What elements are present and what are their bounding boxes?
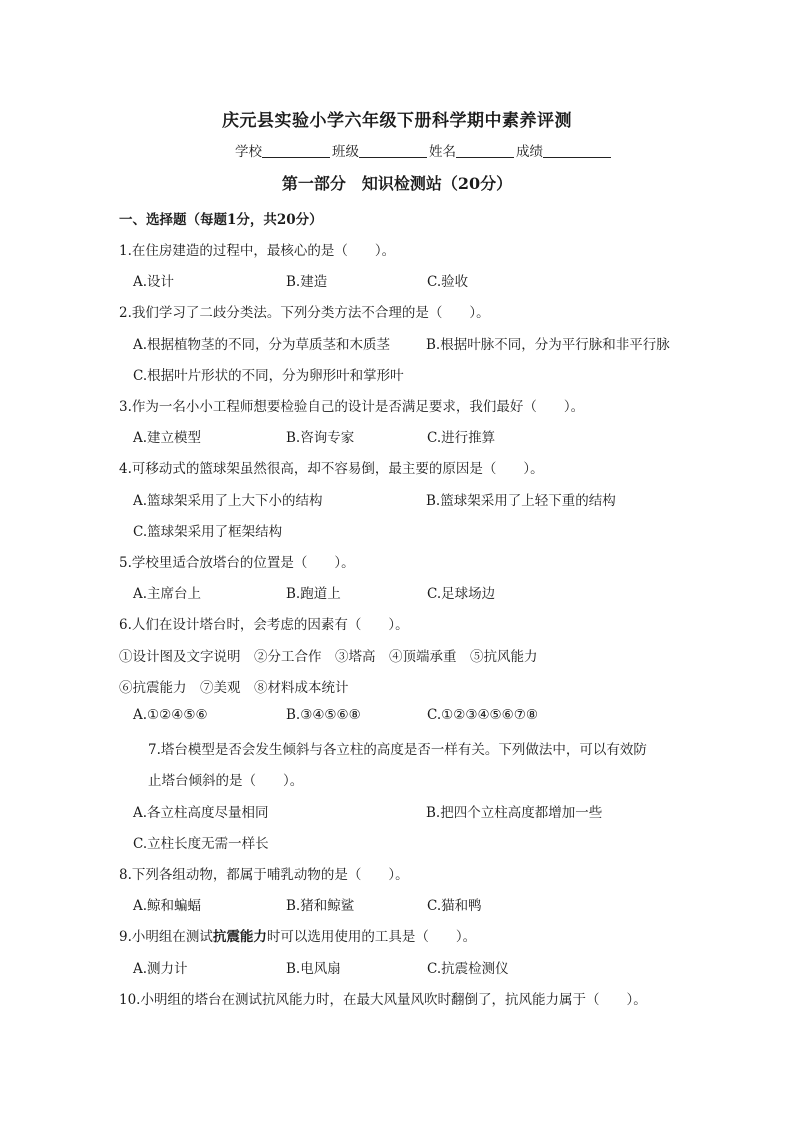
- q4-option-b: B.篮球架采用了上轻下重的结构: [426, 493, 616, 509]
- part-title: 第一部分 知识检测站（20分）: [281, 174, 513, 193]
- q4-stem: 4.可移动式的篮球架虽然很高，却不容易倒，最主要的原因是（ ）。: [119, 461, 544, 477]
- q5-option-a: A.主席台上: [133, 586, 202, 602]
- q6-stem: 6.人们在设计塔台时，会考虑的因素有（ ）。: [119, 617, 409, 633]
- q8-option-a: A.鲸和蝙蝠: [133, 898, 202, 914]
- q5-option-b: B.跑道上: [286, 586, 341, 602]
- q7-option-a: A.各立柱高度尽量相同: [133, 805, 269, 821]
- q6-factors-line1: ①设计图及文字说明 ②分工合作 ③塔高 ④顶端承重 ⑤抗风能力: [119, 649, 538, 665]
- q4-option-a: A.篮球架采用了上大下小的结构: [133, 493, 323, 509]
- q3-option-a: A.建立模型: [133, 430, 202, 446]
- score-blank: [543, 143, 611, 158]
- q1-option-b: B.建造: [286, 274, 328, 290]
- q7-option-c: C.立柱长度无需一样长: [133, 836, 269, 852]
- q5-option-c: C.足球场边: [427, 586, 496, 602]
- section-heading: 一、选择题（每题1分，共20分）: [119, 212, 323, 228]
- q9-stem-pre: 9.小明组在测试: [119, 929, 213, 945]
- q3-option-c: C.进行推算: [427, 430, 496, 446]
- q2-stem: 2.我们学习了二歧分类法。下列分类方法不合理的是（ ）。: [119, 305, 490, 321]
- exam-title: 庆元县实验小学六年级下册科学期中素养评测: [222, 111, 572, 131]
- student-info-line: [235, 140, 613, 160]
- q1-option-a: A.设计: [133, 274, 175, 290]
- class-label: 班级: [332, 144, 359, 160]
- q1-stem: 1.在住房建造的过程中，最核心的是（ ）。: [119, 243, 396, 259]
- q9-option-c: C.抗震检测仪: [427, 961, 509, 977]
- q6-option-a: A.①②④⑤⑥: [133, 707, 208, 723]
- q9-stem-post: 时可以选用使用的工具是（ ）。: [266, 929, 477, 945]
- q6-option-b: B.③④⑤⑥⑧: [286, 707, 361, 723]
- class-blank: [359, 143, 427, 158]
- q2-option-c: C.根据叶片形状的不同，分为卵形叶和掌形叶: [133, 368, 404, 384]
- q7-stem-line2: 止塔台倾斜的是（ ）。: [148, 773, 304, 789]
- q3-option-b: B.咨询专家: [286, 430, 355, 446]
- q2-option-a: A.根据植物茎的不同，分为草质茎和木质茎: [133, 337, 391, 353]
- q4-option-c: C.篮球架采用了框架结构: [133, 524, 283, 540]
- q10-stem: 10.小明组的塔台在测试抗风能力时，在最大风量风吹时翻倒了，抗风能力属于（ ）。: [119, 992, 647, 1008]
- q2-option-b: B.根据叶脉不同，分为平行脉和非平行脉: [426, 337, 670, 353]
- school-blank: [262, 143, 330, 158]
- q1-option-c: C.验收: [427, 274, 469, 290]
- name-blank: [456, 143, 514, 158]
- q7-option-b: B.把四个立柱高度都增加一些: [426, 805, 603, 821]
- q7-stem-line1: 7.塔台模型是否会发生倾斜与各立柱的高度是否一样有关。下列做法中，可以有效防: [148, 742, 647, 758]
- school-label: 学校: [235, 144, 262, 160]
- score-label: 成绩: [516, 144, 543, 160]
- q8-option-b: B.猪和鲸鲨: [286, 898, 355, 914]
- q9-stem-emphasis: 抗震能力: [212, 929, 267, 945]
- q8-stem: 8.下列各组动物，都属于哺乳动物的是（ ）。: [119, 867, 409, 883]
- q6-factors-line2: ⑥抗震能力 ⑦美观 ⑧材料成本统计: [119, 680, 349, 696]
- q8-option-c: C.猫和鸭: [427, 898, 482, 914]
- q9-stem: [119, 925, 476, 945]
- q3-stem: 3.作为一名小小工程师想要检验自己的设计是否满足要求，我们最好（ ）。: [119, 399, 585, 415]
- q9-option-b: B.电风扇: [286, 961, 341, 977]
- name-label: 姓名: [429, 144, 456, 160]
- q9-option-a: A.测力计: [133, 961, 188, 977]
- q5-stem: 5.学校里适合放塔台的位置是（ ）。: [119, 555, 355, 571]
- q6-option-c: C.①②③④⑤⑥⑦⑧: [427, 707, 538, 723]
